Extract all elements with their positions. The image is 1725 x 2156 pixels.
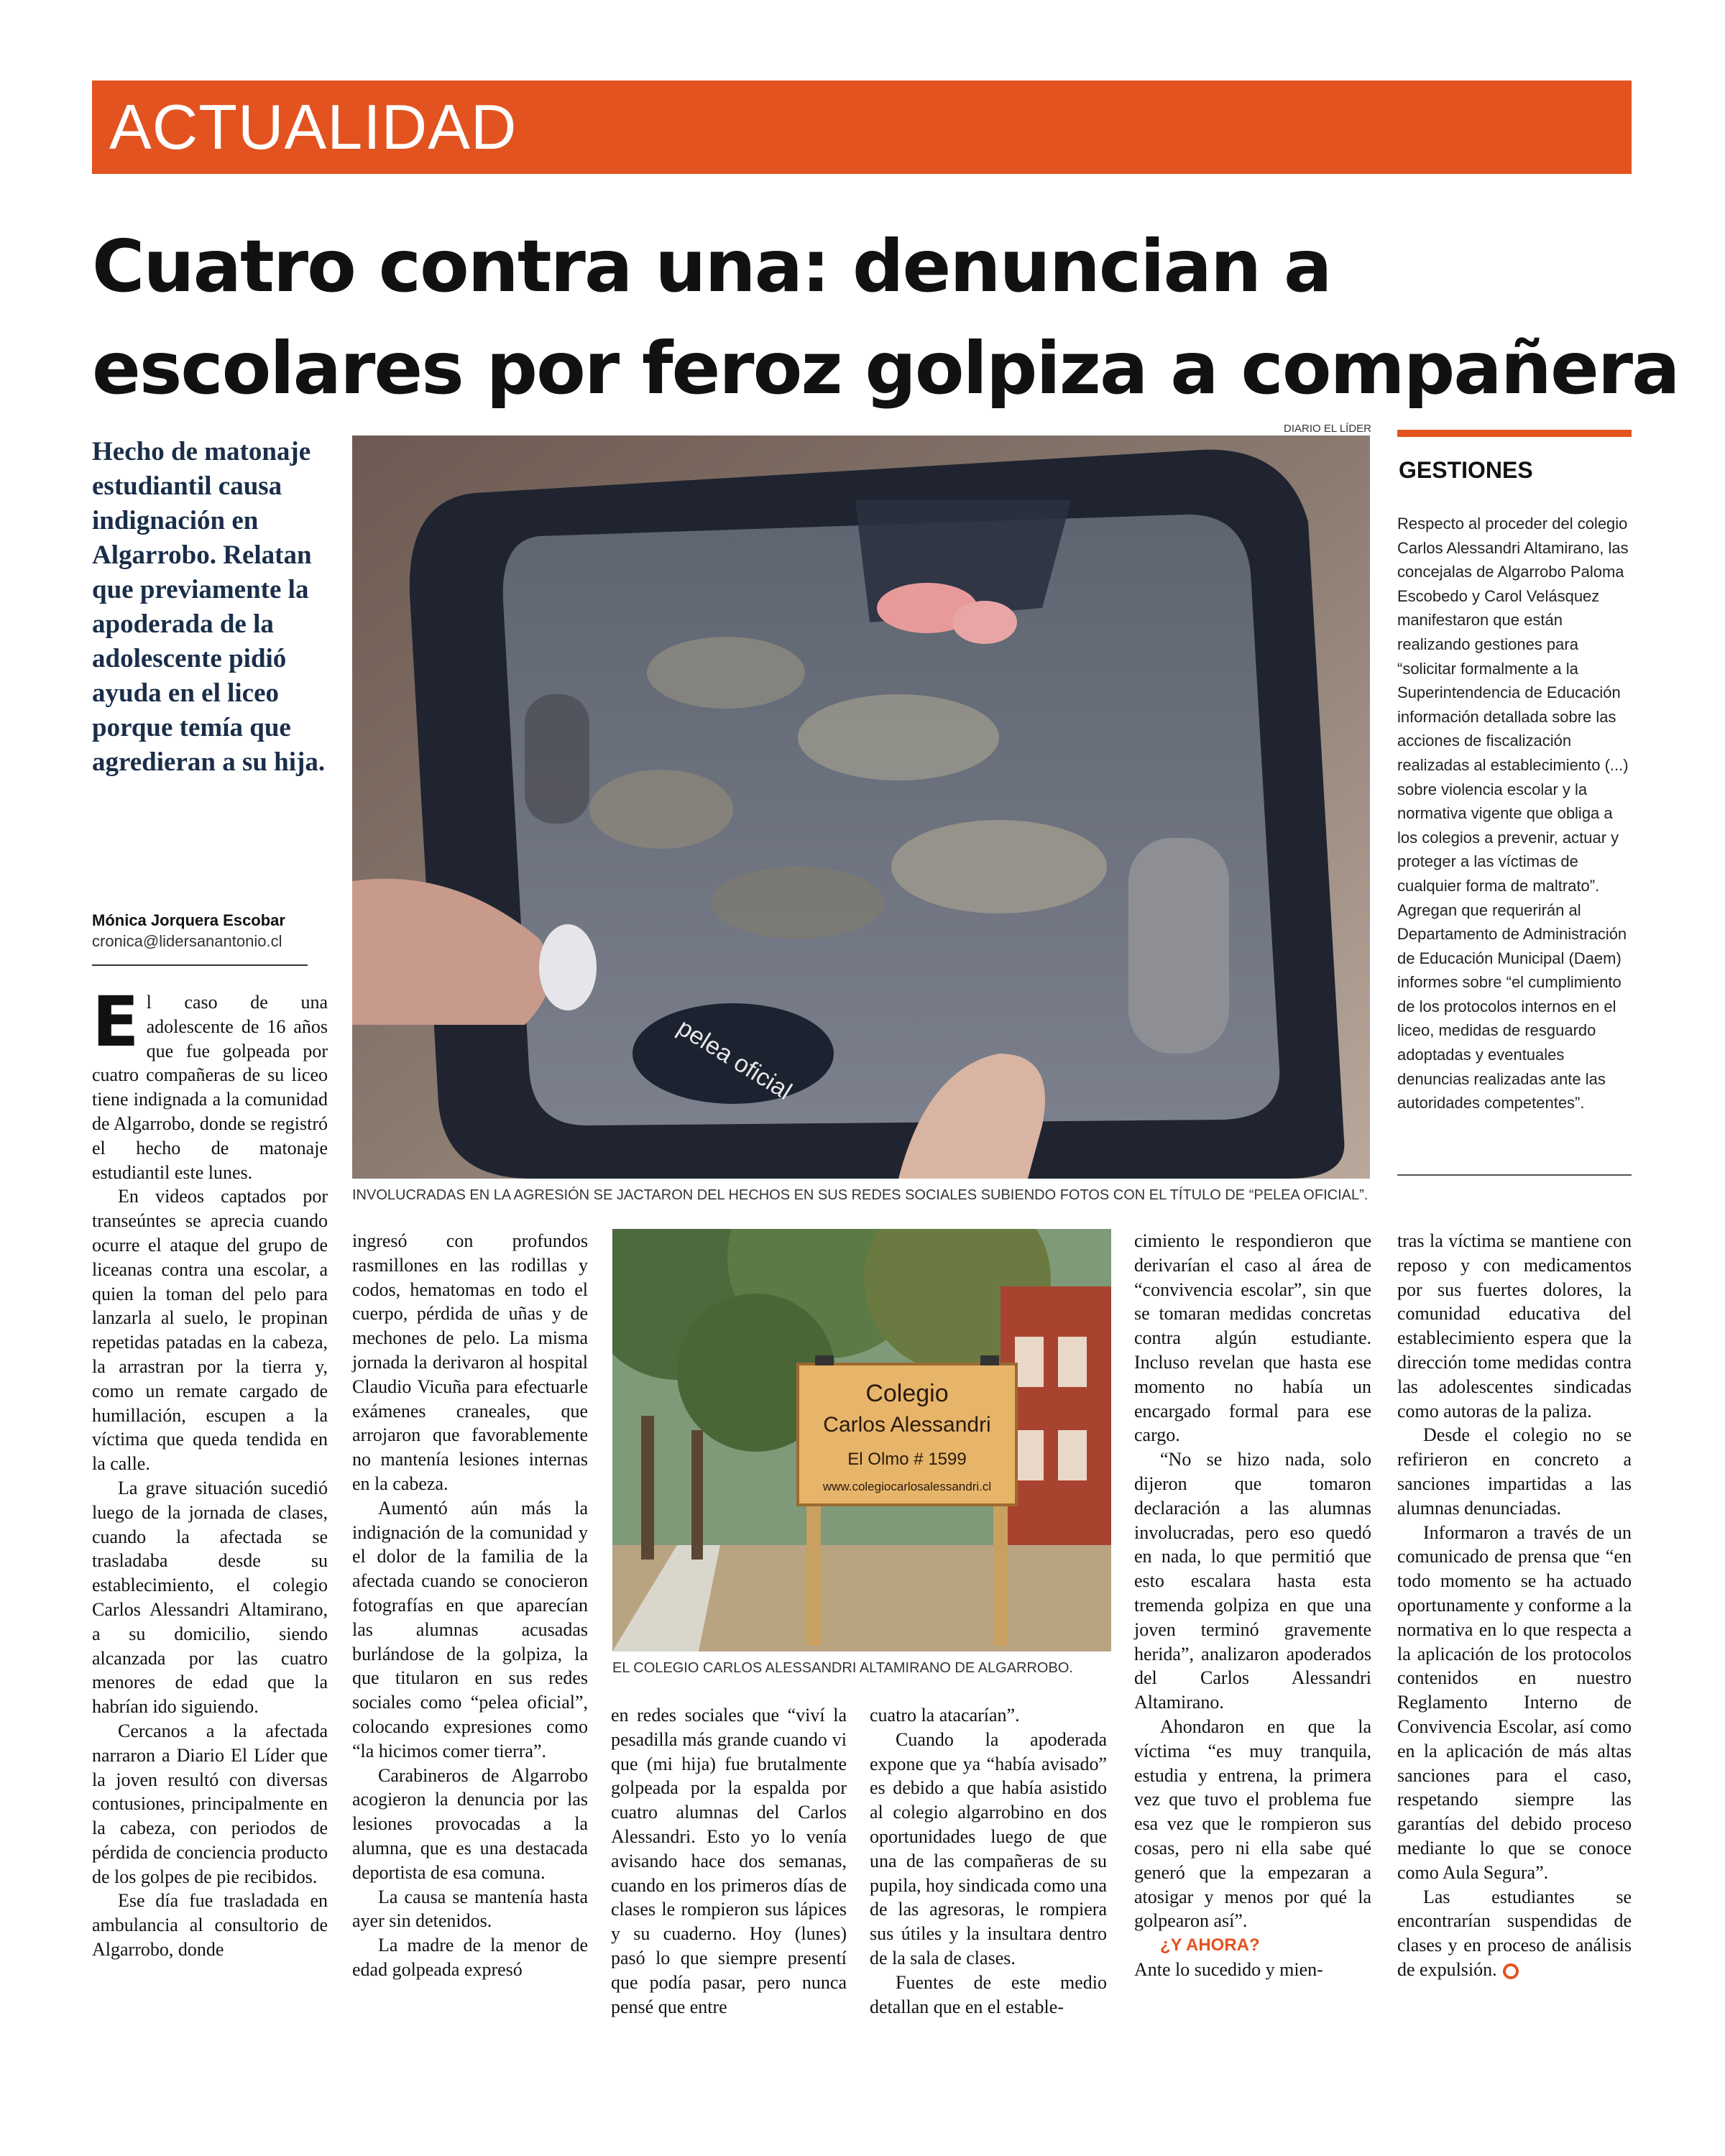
paragraph: Cuando la apoderada expone que ya “había avisado” es debido a que había asistido al colegio algarrobino en dos oportunidades luego de que una de las compañeras de su pupila, hoy sindicada como una de las agresoras, le rompiera sus útiles y la insultara dentro de la sala de clases.: [870, 1728, 1107, 1968]
article-column-5: [1134, 1229, 1371, 1982]
sidebar-text: Respecto al proceder del colegio Carlos Alessandri Altamirano, las concejalas de Algarrobo Paloma Escobedo y Carol Velásquez manifestaron que están realizando gestiones para “solicitar formalmente a la Superintendencia de Educación información detallada sobre las acciones de fiscalización realizadas al establecimiento (...) sobre violencia escolar y la normativa vigente que obliga a los colegios a prevenir, actuar y proteger a las víctimas de cualquier forma de maltrato”. Agregan que requerirán al Departamento de Administración de Educación Municipal (Daem) informes sobre “el cumplimiento de los protocolos internos en el liceo, medidas de resguardo adoptadas y eventuales denuncias realizadas ante las autoridades competentes”.: [1397, 515, 1629, 1112]
headline: [92, 216, 1679, 420]
paragraph: Desde el colegio no se refirieron en concreto a sanciones impartidas a las alumnas denunciadas.: [1397, 1424, 1632, 1519]
paragraph: Aumentó aún más la indignación de la comunidad y el dolor de la familia de la afectada cuando se conocieron fotografías en que aparecían las alumnas acusadas burlándose de la golpiza, la que titularon en sus redes sociales como “pelea oficial”, colocando expresiones como “la hicimos comer tierra”.: [352, 1497, 588, 1761]
paragraph: ingresó con profundos rasmillones en las rodillas y codos, hematomas en todo el cuerpo, pérdida de uñas y de mechones de pelo. La misma jornada la derivaron al hospital Claudio Vicuña para efectuarle exámenes craneales, que arrojaron que favorablemente no mantenía lesiones internas en la cabeza.: [352, 1230, 588, 1494]
drop-cap: E: [92, 982, 139, 1062]
end-mark-icon: [1503, 1963, 1519, 1979]
paragraph: La grave situación sucedió luego de la jornada de clases, cuando la afectada se trasladaba desde su establecimiento, el colegio Carlos Alessandri Altamirano, a su domicilio, siendo alcanzada por las cuatro menores de edad que la habrían ido siguiendo.: [92, 1477, 328, 1718]
school-photo-caption: EL COLEGIO CARLOS ALESSANDRI ALTAMIRANO DE ALGARROBO.: [612, 1660, 1073, 1676]
school-photo-image: [612, 1229, 1111, 1651]
paragraph: Fuentes de este medio detallan que en el estable-: [870, 1971, 1107, 2017]
paragraph: Ahondaron en que la víctima “es muy tranquila, estudia y entrena, la primera vez que tuvo el problema fue esa vez que le rompieron sus cosas, pero ni ella sabe qué generó que la empezaran a atosigar y menos por qué la golpearon así”.: [1134, 1715, 1371, 1932]
paragraph: l caso de una adolescente de 16 años que fue golpeada por cuatro compañeras de su liceo tiene indignada a la comunidad de Algarrobo, donde se registró el hecho de matonaje estudiantil este lunes.: [92, 992, 328, 1183]
section-label: ACTUALIDAD: [109, 91, 518, 162]
article-column-2: [352, 1229, 588, 1982]
overlay-text: pelea oficial: [672, 1013, 797, 1105]
sidebar-top-rule: [1397, 430, 1632, 437]
sign-address: El Olmo # 1599: [847, 1450, 967, 1469]
sign-title: Colegio: [865, 1380, 949, 1407]
headline-line-2: escolares por feroz golpiza a compañera: [92, 326, 1679, 410]
paragraph: La madre de la menor de edad golpeada expresó: [352, 1935, 588, 1980]
headline-line-1: Cuatro contra una: denuncian a: [92, 224, 1331, 308]
paragraph: tras la víctima se mantiene con reposo y con medicamentos por sus fuertes dolores, la comunidad educativa del establecimiento espera que la dirección tome medidas contra las adolescentes sindicadas como autoras de la paliza.: [1397, 1230, 1632, 1422]
sidebar-bottom-rule: [1397, 1174, 1632, 1176]
subheading: ¿Y AHORA?: [1160, 1935, 1260, 1955]
paragraph: “No se hizo nada, solo dijeron que tomaron declaración a las alumnas involucradas, pero eso quedó en nada, lo que permitió que esto escalara hasta esta tremenda golpiza en que una joven terminó gravemente herida”, analizaron apoderados del Carlos Alessandri Altamirano.: [1134, 1449, 1371, 1713]
sign-name: Carlos Alessandri: [823, 1413, 991, 1437]
deck-summary: Hecho de matonaje estudiantil causa indignación en Algarrobo. Relatan que previamente la apoderada de la adolescente pidió ayuda en el liceo porque temía que agredieran a su hija.: [92, 437, 326, 777]
sign-website: www.colegiocarlosalessandri.cl: [822, 1480, 992, 1493]
paragraph: Las estudiantes se encontrarían suspendidas de clases y en proceso de análisis de expulsión.: [1397, 1886, 1632, 1980]
photo-credit: DIARIO EL LÍDER: [1284, 423, 1371, 435]
paragraph: Ante lo sucedido y mien-: [1134, 1958, 1323, 1980]
school-photo: [612, 1229, 1111, 1651]
paragraph: cimiento le respondieron que derivarían el caso al área de “convivencia escolar”, sin que se tomaran medidas concretas contra algún estudiante. Incluso revelan que hasta ese momento no había un encargado formal para ese cargo.: [1134, 1230, 1371, 1446]
byline-email[interactable]: cronica@lidersanantonio.cl: [92, 932, 282, 950]
article-column-3: [611, 1703, 847, 2019]
paragraph: Informaron a través de un comunicado de prensa que “en todo momento se ha actuado oportunamente y conforme a la normativa en lo que respecta a la aplicación de los protocolos contenidos en nuestro Reglamento Interno de Convivencia Escolar, así como en la aplicación de más altas sanciones para el caso, respetando siempre las garantías del debido proceso mediante lo que se conoce como Aula Segura”.: [1397, 1521, 1632, 1883]
paragraph: en redes sociales que “viví la pesadilla más grande cuando vi que (mi hija) fue brutalmente golpeada por la espalda por cuatro alumnas del Carlos Alessandri. Esto yo lo venía avisando hace dos semanas, cuando en los primeros días de clases le rompieron sus lápices y su cuaderno. Hoy (lunes) pasó lo que siempre presentí que podía pasar, pero nunca pensé que entre: [611, 1705, 847, 2017]
article-column-6: [1397, 1229, 1632, 1982]
sidebar-title: GESTIONES: [1399, 457, 1533, 483]
paragraph: cuatro la atacarían”.: [870, 1705, 1020, 1726]
article-column-1: [92, 982, 328, 1962]
main-photo-caption: INVOLUCRADAS EN LA AGRESIÓN SE JACTARON DEL HECHOS EN SUS REDES SOCIALES SUBIENDO FOTOS CON EL TÍTULO DE “PELEA OFICIAL”.: [352, 1187, 1368, 1203]
paragraph: En videos captados por transeúntes se aprecia cuando ocurre el ataque del grupo de liceanas contra una escolar, a quien la toman del pelo para lanzarla al suelo, le propinan repetidas patadas en la cabeza, la arrastran por la tierra y, como un remate cargado de humillación, escupen a la víctima que queda tendida en la calle.: [92, 1186, 328, 1475]
paragraph: Cercanos a la afectada narraron a Diario El Líder que la joven resultó con diversas contusiones, principalmente en la cabeza, con periodos de pérdida de conciencia producto de los golpes de pie recibidos.: [92, 1720, 328, 1887]
main-photo: [352, 436, 1370, 1179]
paragraph: Carabineros de Algarrobo acogieron la denuncia por las lesiones provocadas a la alumna, que es una destacada deportista de esa comuna.: [352, 1764, 588, 1883]
byline-author: Mónica Jorquera Escobar: [92, 911, 285, 929]
paragraph: Ese día fue trasladada en ambulancia al consultorio de Algarrobo, donde: [92, 1890, 328, 1961]
article-column-4: [870, 1703, 1107, 2019]
main-photo-image: [352, 436, 1370, 1179]
paragraph: La causa se mantenía hasta ayer sin detenidos.: [352, 1886, 588, 1932]
byline-divider: [92, 964, 308, 966]
